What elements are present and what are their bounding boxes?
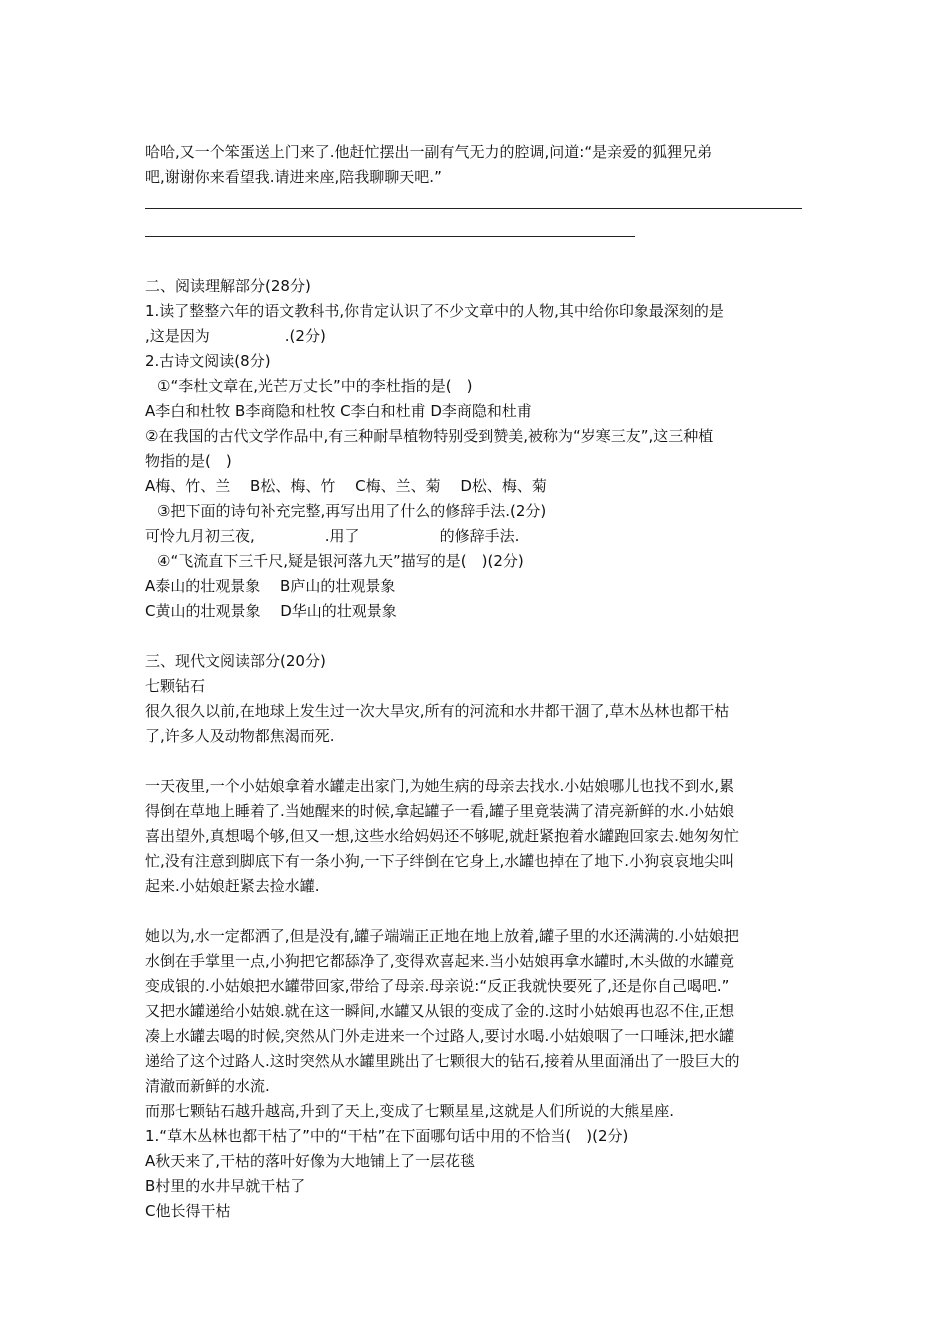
para2-line-3: 喜出望外,真想喝个够,但又一想,这些水给妈妈还不够呢,就赶紧抱着水罐跑回家去.她匆匆忙	[145, 827, 739, 845]
poem-q3: ③把下面的诗句补充完整,再写出用了什么的修辞手法.(2分)	[157, 502, 547, 520]
para2-line-2: 得倒在草地上睡着了.当她醒来的时候,拿起罐子一看,罐子里竟装满了清亮新鲜的水.小姑娘	[145, 802, 735, 820]
story-title: 七颗钻石	[145, 677, 206, 695]
para2-line-4: 忙,没有注意到脚底下有一条小狗,一下子绊倒在它身上,水罐也掉在了地下.小狗哀哀地尖叫	[145, 852, 735, 870]
poem-q3-end: 的修辞手法.	[439, 527, 520, 545]
q1-line-1: 1.读了整整六年的语文教科书,你肯定认识了不少文章中的人物,其中给你印象最深刻的是	[145, 302, 724, 320]
poem-q4-options-1: A泰山的壮观景象 B庐山的壮观景象	[145, 577, 396, 595]
q1-prefix: ,这是因为	[145, 327, 210, 345]
para3-line-6: 递给了这个过路人.这时突然从水罐里跳出了七颗很大的钻石,接着从里面涌出了一股巨大的	[145, 1052, 740, 1070]
section-3-heading: 三、现代文阅读部分(20分)	[145, 652, 326, 670]
poem-q2-options: A梅、竹、兰 B松、梅、竹 C梅、兰、菊 D松、梅、菊	[145, 477, 547, 495]
para2-line-5: 起来.小姑娘赶紧去捡水罐.	[145, 877, 320, 895]
para3-line-5: 凑上水罐去喝的时候,突然从门外走进来一个过路人,要讨水喝.小姑娘咽了一口唾沫,把水罐	[145, 1027, 735, 1045]
poem-q2-line-2: 物指的是( )	[145, 452, 232, 470]
poem-q4-options-2: C黄山的壮观景象 D华山的壮观景象	[145, 602, 397, 620]
story-q1-option-a: A秋天来了,干枯的落叶好像为大地铺上了一层花毯	[145, 1152, 476, 1170]
para1-line-2: 了,许多人及动物都焦渴而死.	[145, 727, 335, 745]
poem-q4: ④“飞流直下三千尺,疑是银河落九天”描写的是( )(2分)	[157, 552, 524, 570]
para1-line-1: 很久很久以前,在地球上发生过一次大旱灾,所有的河流和水井都干涸了,草木丛林也都干枯	[145, 702, 730, 720]
answer-rule-1	[145, 208, 802, 209]
story-q1-option-c: C他长得干枯	[145, 1202, 231, 1220]
para3-line-7: 清澈而新鲜的水流.	[145, 1077, 270, 1095]
story-q1: 1.“草木丛林也都干枯了”中的“干枯”在下面哪句话中用的不恰当( )(2分)	[145, 1127, 629, 1145]
poem-q2-line-1: ②在我国的古代文学作品中,有三种耐旱植物特别受到赞美,被称为“岁寒三友”,这三种植	[145, 427, 714, 445]
poem-q3-used: .用了	[324, 527, 360, 545]
intro-line-2: 吧,谢谢你来看望我.请进来座,陪我聊聊天吧.”	[145, 168, 442, 186]
story-q1-option-b: B村里的水井早就干枯了	[145, 1177, 306, 1195]
para2-line-1: 一天夜里,一个小姑娘拿着水罐走出家门,为她生病的母亲去找水.小姑娘哪儿也找不到水,累	[145, 777, 735, 795]
para3-line-2: 水倒在手掌里一点,小狗把它都舔净了,变得欢喜起来.当小姑娘再拿水罐时,木头做的水罐竟	[145, 952, 735, 970]
poem-q1: ①“李杜文章在,光芒万丈长”中的李杜指的是( )	[157, 377, 473, 395]
q1-suffix: .(2分)	[284, 327, 326, 345]
poem-q3-fill	[145, 524, 810, 549]
para3-line-8: 而那七颗钻石越升越高,升到了天上,变成了七颗星星,这就是人们所说的大熊星座.	[145, 1102, 675, 1120]
document-page	[145, 140, 810, 1224]
para3-line-1: 她以为,水一定都洒了,但是没有,罐子端端正正地在地上放着,罐子里的水还满满的.小姑娘把	[145, 927, 739, 945]
q2-heading: 2.古诗文阅读(8分)	[145, 352, 271, 370]
q1-line-2	[145, 324, 810, 349]
para3-line-4: 又把水罐递给小姑娘.就在这一瞬间,水罐又从银的变成了金的.这时小姑娘再也忍不住,正想	[145, 1002, 735, 1020]
poem-q1-options: A李白和杜牧 B李商隐和杜牧 C李白和杜甫 D李商隐和杜甫	[145, 402, 532, 420]
poem-q3-verse: 可怜九月初三夜,	[145, 527, 255, 545]
para3-line-3: 变成银的.小姑娘把水罐带回家,带给了母亲.母亲说:“反正我就快要死了,还是你自己喝吧.”	[145, 977, 730, 995]
section-2-heading: 二、阅读理解部分(28分)	[145, 277, 311, 295]
intro-line-1: 哈哈,又一个笨蛋送上门来了.他赶忙摆出一副有气无力的腔调,问道:“是亲爱的狐狸兄弟	[145, 143, 713, 161]
